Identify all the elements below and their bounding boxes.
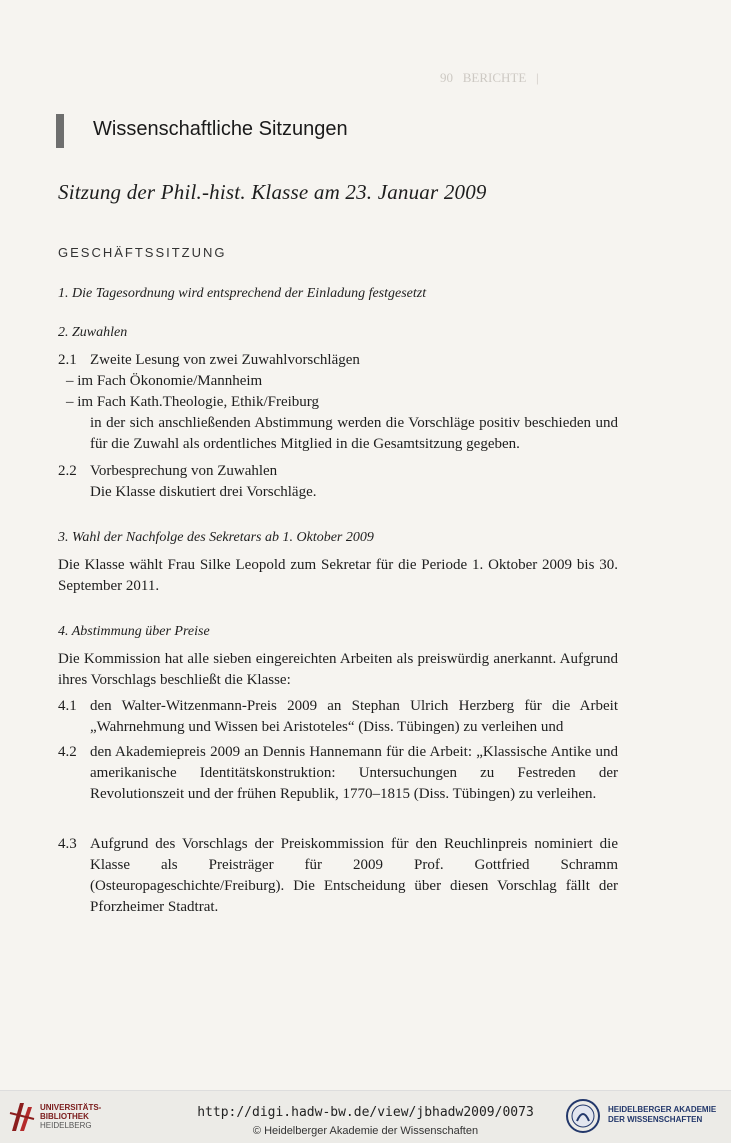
item-3: 3. Wahl der Nachfolge des Sekretars ab 1. Oktober 2009 [58, 530, 374, 545]
item-text: in der sich anschließenden Abstimmung werden die Vorschläge positiv beschieden und für die Zuwahl als ordentliches Mitglied in die Gesamtsitzung gegeben. [90, 415, 618, 452]
item-text: Aufgrund des Vorschlags der Preiskommission für den Reuchlinpreis nominiert die Klasse als Preisträger für 2009 Prof. Gottfried Schramm (Osteuropageschichte/Freiburg). Die Entscheidung über diesen Vorschlag fällt der Pforzheimer Stadtrat. [90, 836, 618, 915]
item-number: 2.2 [58, 463, 77, 479]
item-4: 4. Abstimmung über Preise [58, 624, 210, 639]
academy-name [608, 1105, 716, 1125]
academy-line: DER WISSENSCHAFTEN [608, 1115, 703, 1124]
item-number: 2.1 [58, 352, 77, 368]
dash-item: – im Fach Ökonomie/Mannheim [66, 373, 263, 389]
dash-item: – im Fach Kath.Theologie, Ethik/Freiburg [66, 394, 320, 410]
document-url-link[interactable]: http://digi.hadw-bw.de/view/jbhadw2009/0073 [197, 1105, 534, 1120]
item-4-2 [58, 742, 618, 805]
item-4-3 [58, 834, 618, 918]
item-3-text: Die Klasse wählt Frau Silke Leopold zum Sekretar für die Periode 1. Oktober 2009 bis 30. September 2011. [58, 557, 618, 594]
item-title: Vorbesprechung von Zuwahlen [90, 463, 278, 479]
academy-line: HEIDELBERGER AKADEMIE [608, 1105, 717, 1114]
item-number: 4.3 [58, 836, 77, 852]
item-2-2 [58, 461, 618, 503]
section-caption: GESCHÄFTSSITZUNG [58, 245, 227, 260]
item-text: den Akademiepreis 2009 an Dennis Hannemann für die Arbeit: „Klassische Antike und amerikanische Identitätskonstruktion: Untersuchungen zu Festreden der Revolutionszeit und der frühen Republik, 1770–1815 (Diss. Tübingen) zu verleihen. [90, 744, 618, 802]
item-2: 2. Zuwahlen [58, 325, 128, 340]
session-title: Sitzung der Phil.-hist. Klasse am 23. Januar 2009 [58, 180, 487, 204]
copyright-text: © Heidelberger Akademie der Wissenschaften [252, 1125, 479, 1137]
item-text: Die Klasse diskutiert drei Vorschläge. [90, 484, 317, 500]
item-1: 1. Die Tagesordnung wird entsprechend der Einladung festgesetzt [58, 286, 427, 301]
item-title: Zweite Lesung von zwei Zuwahlvorschlägen [90, 352, 360, 368]
header-bar [56, 114, 64, 148]
page-title: Wissenschaftliche Sitzungen [93, 118, 348, 140]
item-4-1 [58, 696, 618, 738]
ub-line: HEIDELBERG [40, 1121, 92, 1130]
item-text: den Walter-Witzenmann-Preis 2009 an Stephan Ulrich Herzberg für die Arbeit „Wahrnehmung und Wissen bei Aristoteles“ (Diss. Tübingen) zu verleihen und [90, 698, 618, 735]
ub-line: BIBLIOTHEK [40, 1112, 89, 1121]
item-number: 4.2 [58, 744, 77, 760]
show-through: 90 BERICHTE | [440, 70, 539, 85]
item-number: 4.1 [58, 698, 77, 714]
ub-line: UNIVERSITÄTS- [40, 1103, 102, 1112]
academy-seal-icon [565, 1097, 601, 1135]
item-2-1 [58, 350, 618, 455]
viewer-footer [0, 1090, 731, 1143]
item-4-text: Die Kommission hat alle sieben eingereichten Arbeiten als preiswürdig anerkannt. Aufgrund ihres Vorschlags beschließt die Klasse: [58, 651, 618, 688]
